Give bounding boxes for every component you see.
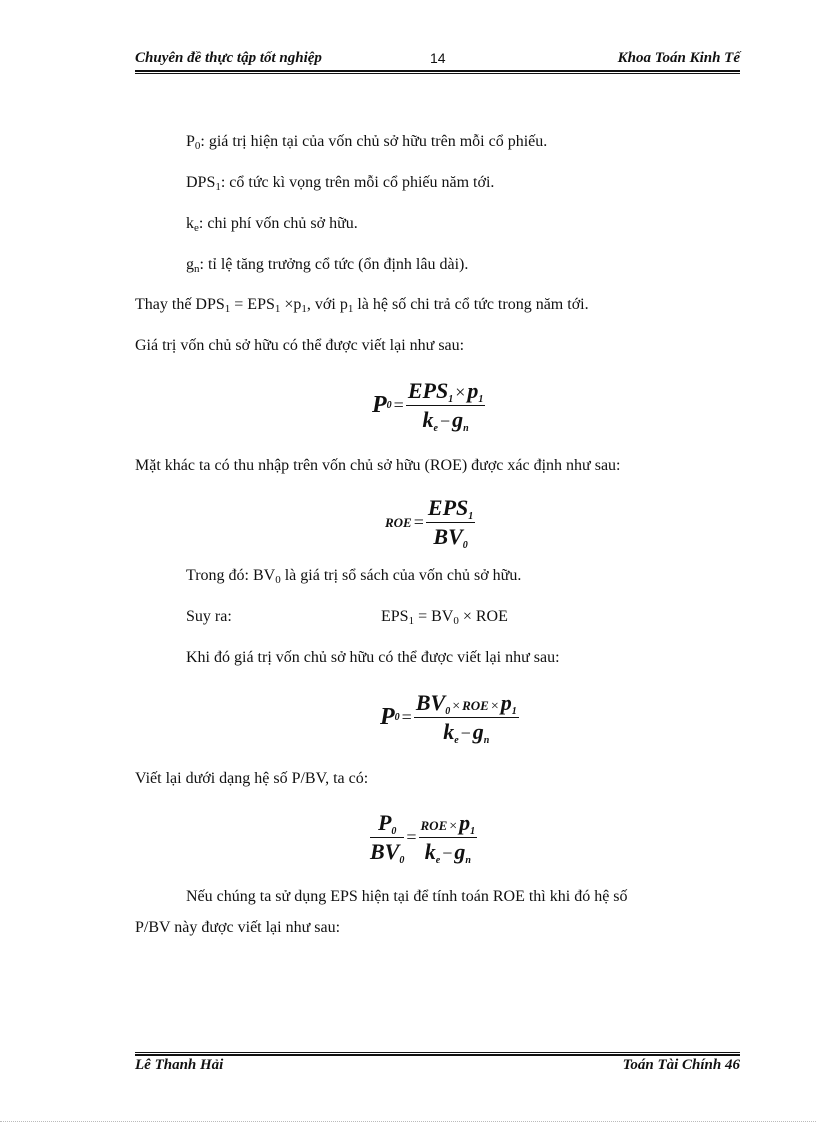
page-header <box>135 48 740 70</box>
header-title: Chuyên đề thực tập tốt nghiệp <box>135 50 322 66</box>
header-rule <box>135 70 740 74</box>
header-department: Khoa Toán Kinh Tế <box>617 50 740 66</box>
footer-author: Lê Thanh Hải <box>135 1057 224 1073</box>
definition-gn: $g_n$: tỉ lệ tăng trưởng cổ tức (ổn định lâu dài). <box>186 256 469 275</box>
footer-class: Toán Tài Chính 46 <box>622 1057 740 1073</box>
equation-p0-bv: P 0 = $\frac{\text{BV0 × ROE ×p1}}{ke -gn}$ <box>380 690 517 746</box>
definition-dps1: $DPS_1$: cổ tức kì vọng trên mỗi cổ phiếu năm tới. <box>186 174 495 193</box>
equation-p0-eps: P 0 = $\frac{\text{EPS1 ×p1}}{ke -gn}$ <box>372 378 484 434</box>
footer-rule <box>135 1052 740 1056</box>
definition-p0: $P_0$: giá trị hiện tại của vốn chủ sở hữu trên mỗi cổ phiếu. <box>186 133 548 152</box>
pbv-intro-text: Viết lại dưới dạng hệ số P/BV, ta có: <box>135 770 369 787</box>
substitution-text: Thay thế $DPS_1 = EPS_1 \times p_1$, với $p_1$ là hệ số chi trả cổ tức trong năm tới. <box>135 296 589 315</box>
equation-pbv: $\frac{P0}{BV0}$ = $\frac{\text{ROE ×p1}}{ke -gn}$ <box>370 810 476 866</box>
where-text: Trong đó: $BV_0$ là giá trị sổ sách của vốn chủ sở hữu. <box>186 567 522 586</box>
definition-ke: $k_e$: chi phí vốn chủ sở hữu. <box>186 215 358 234</box>
paragraph-line-1: Nếu chúng ta sử dụng EPS hiện tại để tính toán ROE thì khi đó hệ số <box>186 888 628 905</box>
page-edge <box>0 1121 816 1122</box>
page-number: 14 <box>430 50 446 66</box>
deduce-equation: $EPS_1 = BV_0$ × ROE <box>381 608 508 627</box>
paragraph-line-2: P/BV này được viết lại như sau: <box>135 919 341 936</box>
rewrite-text-1: Giá trị vốn chủ sở hữu có thể được viết lại như sau: <box>135 337 465 354</box>
deduce-label: Suy ra: <box>186 608 232 625</box>
rewrite-text-2: Khi đó giá trị vốn chủ sở hữu có thể được viết lại như sau: <box>186 649 560 666</box>
equation-roe: ROE = $\frac{\text{EPS1}}{BV0}$ <box>385 495 474 551</box>
roe-intro-text: Mặt khác ta có thu nhập trên vốn chủ sở hữu (ROE) được xác định như sau: <box>135 457 621 474</box>
